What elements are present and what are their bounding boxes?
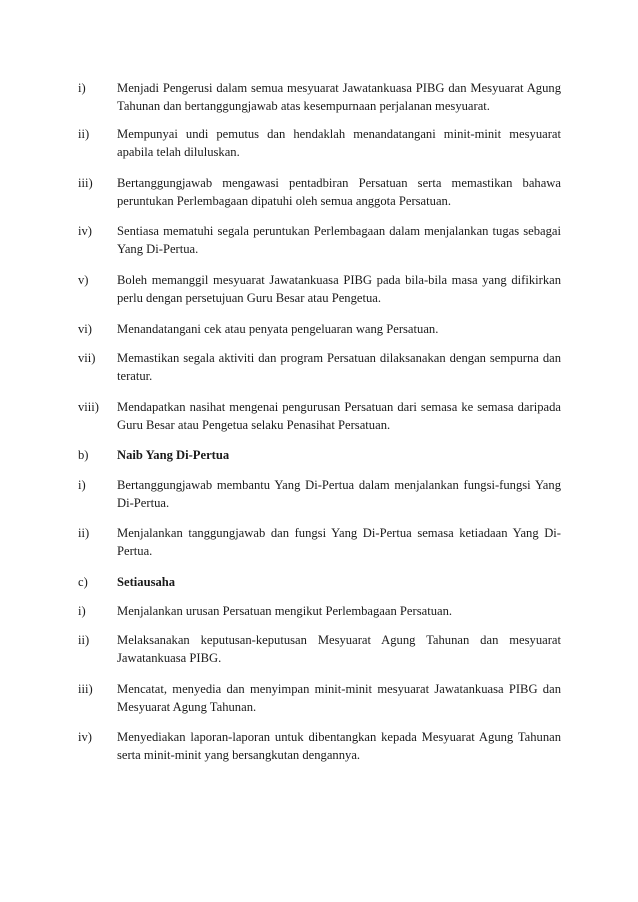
list-item [78, 631, 561, 667]
item-text: Menandatangani cek atau penyata pengeluaran wang Persatuan. [117, 322, 439, 336]
item-number: vii) [78, 351, 96, 365]
item-number: i) [78, 604, 86, 618]
item-text: Bertanggungjawab membantu Yang Di-Pertua dalam menjalankan fungsi-fungsi Yang Di-Pertua. [117, 478, 561, 510]
list-item [78, 125, 561, 161]
item-number: v) [78, 273, 89, 287]
item-number: i) [78, 81, 86, 95]
list-item [78, 271, 561, 307]
item-number: ii) [78, 633, 90, 647]
list-item [78, 320, 561, 338]
item-text: Memastikan segala aktiviti dan program Persatuan dilaksanakan dengan sempurna dan teratur. [117, 351, 561, 383]
section-title: Setiausaha [117, 575, 176, 589]
item-number: i) [78, 478, 86, 492]
item-text: Menjalankan urusan Persatuan mengikut Perlembagaan Persatuan. [117, 604, 453, 618]
item-number: iii) [78, 176, 93, 190]
section-heading [78, 446, 561, 464]
list-item [78, 174, 561, 210]
list-item [78, 222, 561, 258]
item-text: Sentiasa mematuhi segala peruntukan Perlembagaan dalam menjalankan tugas sebagai Yang Di-Pertua. [117, 224, 561, 256]
item-text: Mendapatkan nasihat mengenai pengurusan Persatuan dari semasa ke semasa daripada Guru Besar atau Pengetua selaku Penasihat Persatuan. [117, 400, 561, 432]
section-heading [78, 573, 561, 591]
item-text: Melaksanakan keputusan-keputusan Mesyuarat Agung Tahunan dan mesyuarat Jawatankuasa PIBG. [117, 633, 561, 665]
list-item [78, 398, 561, 434]
section-label: c) [78, 575, 88, 589]
item-text: Mencatat, menyedia dan menyimpan minit-minit mesyuarat Jawatankuasa PIBG dan Mesyuarat Agung Tahunan. [117, 682, 561, 714]
item-text: Boleh memanggil mesyuarat Jawatankuasa PIBG pada bila-bila masa yang difikirkan perlu dengan persetujuan Guru Besar atau Pengetua. [117, 273, 561, 305]
item-number: ii) [78, 127, 90, 141]
item-text: Mempunyai undi pemutus dan hendaklah menandatangani minit-minit mesyuarat apabila telah diluluskan. [117, 127, 561, 159]
item-text: Bertanggungjawab mengawasi pentadbiran Persatuan serta memastikan bahawa peruntukan Perlembagaan dipatuhi oleh semua anggota Persatuan. [117, 176, 561, 208]
item-number: ii) [78, 526, 90, 540]
section-label: b) [78, 448, 89, 462]
item-number: iv) [78, 224, 92, 238]
item-number: viii) [78, 400, 99, 414]
list-item [78, 680, 561, 716]
item-text: Menyediakan laporan-laporan untuk dibentangkan kepada Mesyuarat Agung Tahunan serta minit-minit yang bersangkutan dengannya. [117, 730, 561, 762]
list-item [78, 524, 561, 560]
item-number: iv) [78, 730, 92, 744]
item-text: Menjalankan tanggungjawab dan fungsi Yang Di-Pertua semasa ketiadaan Yang Di-Pertua. [117, 526, 561, 558]
list-item [78, 728, 561, 764]
section-title: Naib Yang Di-Pertua [117, 448, 230, 462]
list-item [78, 602, 561, 620]
list-item [78, 349, 561, 385]
item-number: iii) [78, 682, 93, 696]
item-number: vi) [78, 322, 92, 336]
item-text: Menjadi Pengerusi dalam semua mesyuarat Jawatankuasa PIBG dan Mesyuarat Agung Tahunan dan bertanggungjawab atas kesempurnaan perjalanan mesyuarat. [117, 81, 561, 113]
list-item [78, 476, 561, 512]
list-item [78, 79, 561, 115]
